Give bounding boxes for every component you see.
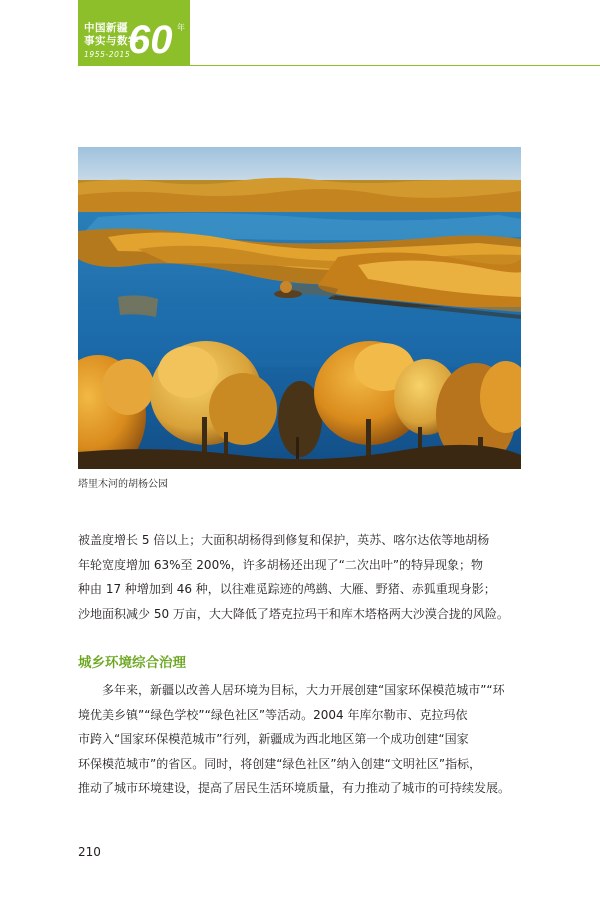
text-line: 被盖度增长 5 倍以上；大面积胡杨得到修复和保护，英苏、喀尔达依等地胡杨 bbox=[78, 533, 490, 547]
badge-title-line1: 中国新疆 bbox=[84, 22, 128, 34]
paragraph-ecology bbox=[78, 528, 521, 626]
photo-caption: 塔里木河的胡杨公园 bbox=[78, 479, 168, 490]
header-rule bbox=[190, 65, 600, 66]
badge-anniversary-number: 60 bbox=[128, 18, 173, 62]
badge-years: 1955-2015 bbox=[84, 50, 131, 59]
text-line: 种由 17 种增加到 46 种，以往难觅踪迹的鸬鹚、大雁、野猪、赤狐重现身影； bbox=[78, 582, 496, 597]
text-line: 环保模范城市”的省区。同时，将创建“绿色社区”纳入创建“文明社区”指标， bbox=[78, 756, 482, 771]
paragraph-urban-environment bbox=[78, 678, 521, 801]
badge-anniversary-suffix: 年 bbox=[177, 23, 185, 32]
text-line: 市跨入“国家环保模范城市”行列，新疆成为西北地区第一个成功创建“国家 bbox=[78, 732, 469, 747]
text-line: 多年来，新疆以改善人居环境为目标，大力开展创建“国家环保模范城市”“环 bbox=[102, 683, 505, 697]
page-number: 210 bbox=[78, 845, 101, 859]
text-line: 境优美乡镇”“绿色学校”“绿色社区”等活动。2004 年库尔勒市、克拉玛依 bbox=[78, 707, 468, 722]
photo-populus-forest bbox=[78, 147, 521, 469]
section-heading: 城乡环境综合治理 bbox=[78, 655, 186, 671]
text-line: 沙地面积减少 50 万亩，大大降低了塔克拉玛干和库木塔格两大沙漠合拢的风险。 bbox=[78, 606, 509, 621]
photo-illustration bbox=[78, 147, 521, 469]
badge-title-line2: 事实与数字 bbox=[84, 35, 139, 47]
text-line: 推动了城市环境建设，提高了居民生活环境质量，有力推动了城市的可持续发展。 bbox=[78, 781, 511, 796]
text-line: 年轮宽度增加 63%至 200%，许多胡杨还出现了“二次出叶”的特异现象；物 bbox=[78, 557, 484, 572]
